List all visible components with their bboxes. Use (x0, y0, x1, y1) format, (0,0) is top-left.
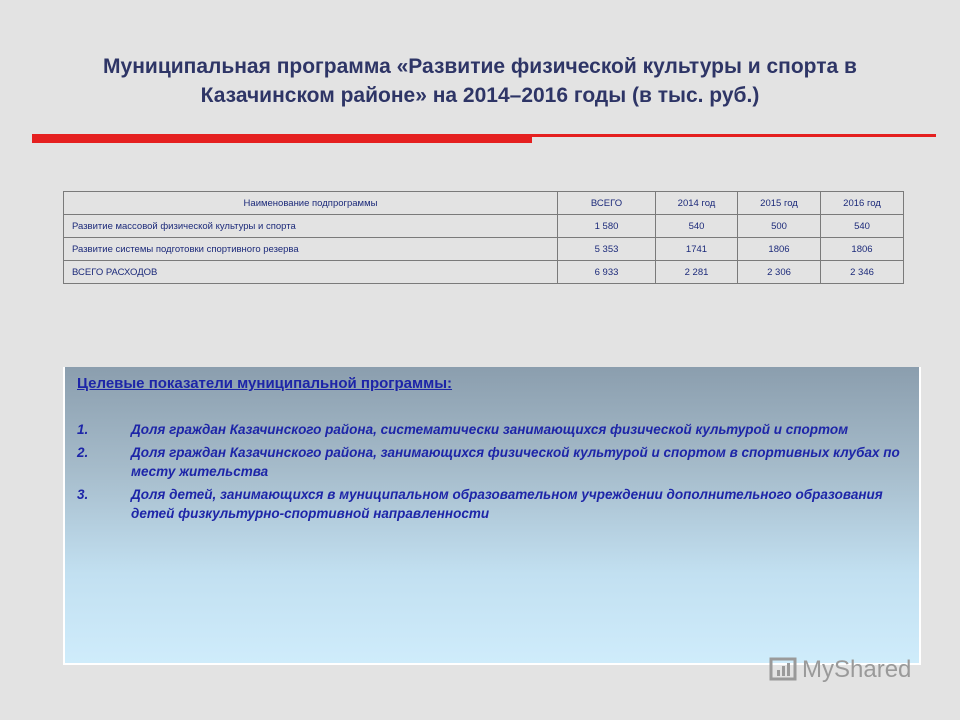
item-text: Доля детей, занимающихся в муниципальном образовательном учреждении дополнительного образования детей физкультурно-спортивной направленности (131, 487, 883, 521)
header-cell: 2014 год (656, 192, 738, 215)
budget-table (63, 191, 904, 284)
table-cell: 540 (656, 215, 738, 238)
header-cell: Наименование подпрограммы (64, 192, 558, 215)
table-cell: ВСЕГО РАСХОДОВ (64, 261, 558, 284)
chart-board-icon (768, 656, 798, 684)
list-item (77, 485, 907, 523)
item-text: Доля граждан Казачинского района, занимающихся физической культурой и спортом в спортивных клубах по месту жительства (131, 445, 900, 479)
slide-title: Муниципальная программа «Развитие физической культуры и спорта в Казачинском районе» на 2014–2016 годы (в тыс. руб.) (103, 55, 857, 107)
table-row (64, 261, 904, 284)
table-cell: 1741 (656, 238, 738, 261)
table-cell: 1 580 (558, 215, 656, 238)
table-cell: 1806 (821, 238, 904, 261)
item-number: 2. (77, 445, 89, 460)
table-row (64, 215, 904, 238)
header-cell: 2016 год (821, 192, 904, 215)
table-cell: Развитие системы подготовки спортивного резерва (64, 238, 558, 261)
table-header-row (64, 192, 904, 215)
targets-list (77, 420, 907, 523)
table-cell: 2 306 (738, 261, 821, 284)
table-cell: 1806 (738, 238, 821, 261)
table-cell: 6 933 (558, 261, 656, 284)
table-row (64, 238, 904, 261)
divider-line-accent (32, 134, 532, 143)
table-cell: 2 281 (656, 261, 738, 284)
list-item (77, 443, 907, 481)
table-cell: 5 353 (558, 238, 656, 261)
item-number: 3. (77, 487, 89, 502)
list-item (77, 420, 907, 439)
item-number: 1. (77, 422, 89, 437)
table-cell: 500 (738, 215, 821, 238)
table-cell: Развитие массовой физической культуры и спорта (64, 215, 558, 238)
targets-title: Целевые показатели муниципальной программы: (77, 375, 453, 392)
table-cell: 540 (821, 215, 904, 238)
table-cell: 2 346 (821, 261, 904, 284)
watermark-text: MyShared (802, 656, 912, 683)
watermark-logo (768, 656, 911, 684)
header-cell: ВСЕГО (558, 192, 656, 215)
item-text: Доля граждан Казачинского района, систематически занимающихся физической культурой и спортом (131, 422, 849, 437)
targets-box (63, 367, 921, 665)
header-cell: 2015 год (738, 192, 821, 215)
